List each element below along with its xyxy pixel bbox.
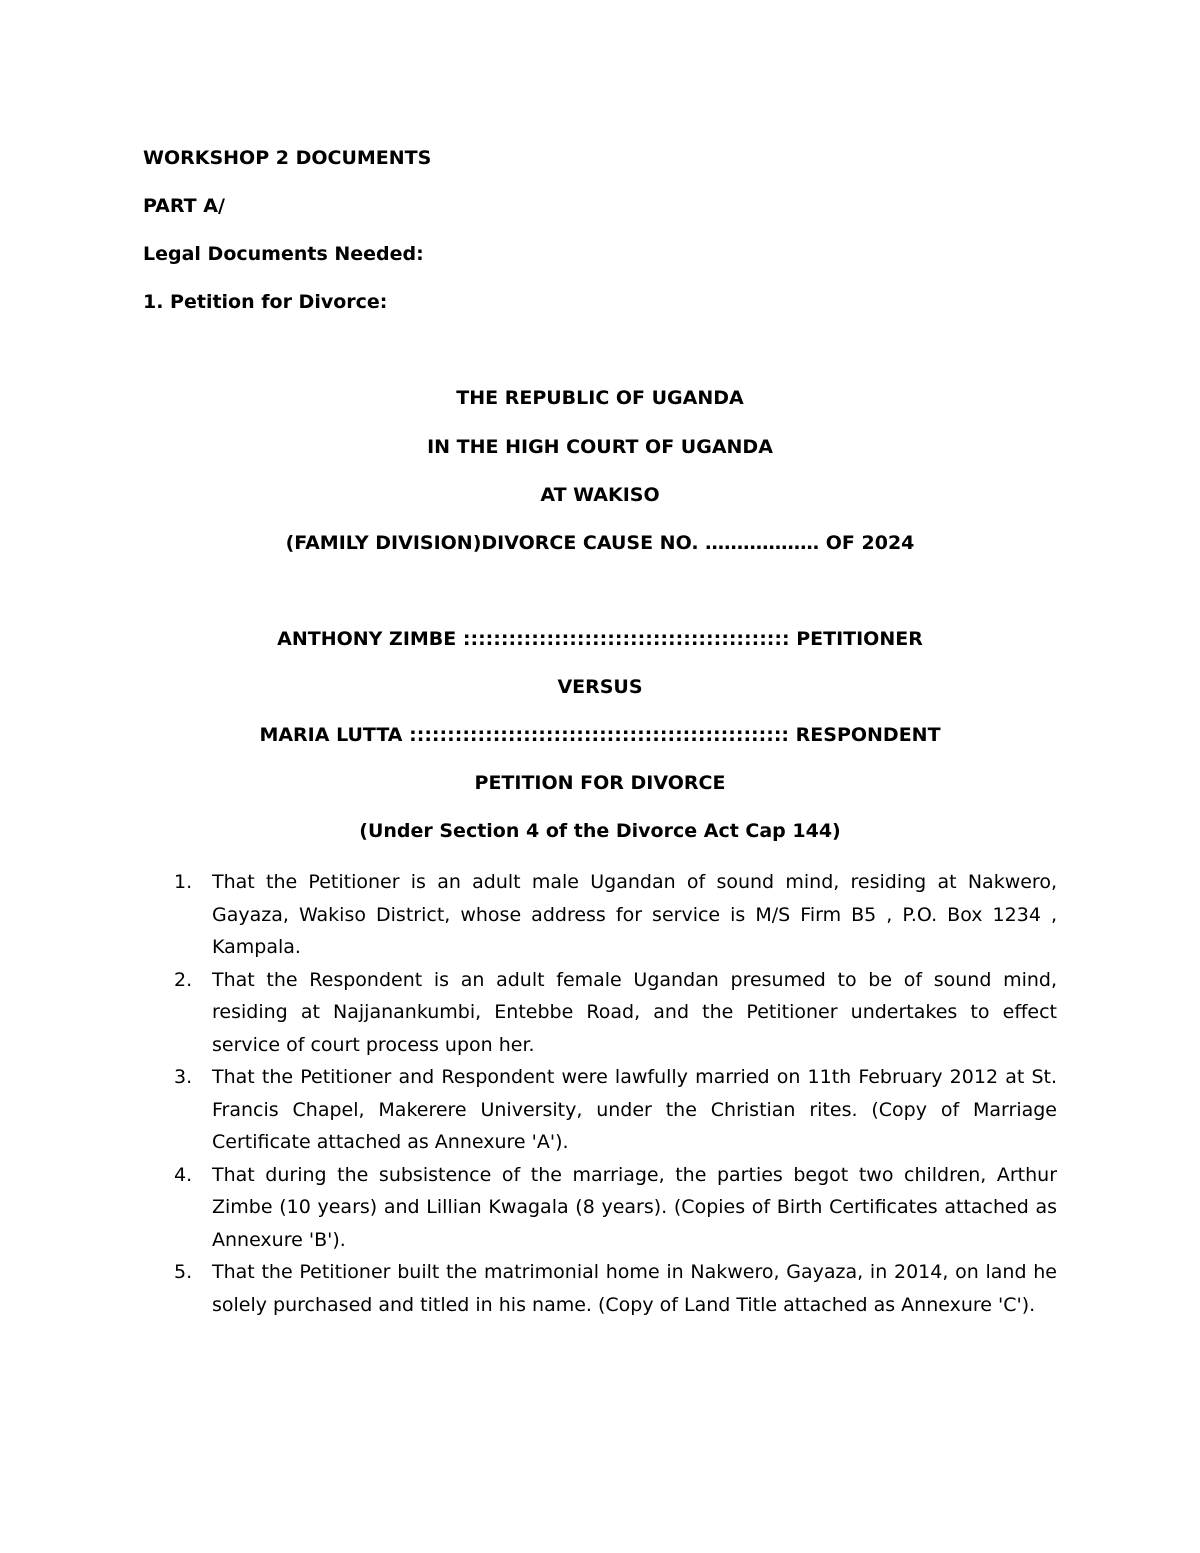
list-item-number: 3. xyxy=(174,1066,193,1088)
list-item xyxy=(0,866,1200,964)
list-item xyxy=(0,1256,1200,1321)
workshop-title: WORKSHOP 2 DOCUMENTS xyxy=(143,147,432,169)
list-item-text: That during the subsistence of the marriage, the parties begot two children, Arthur Zimbe (10 years) and Lillian Kwagala (8 years). (Copies of Birth Certificates attached as Annexure 'B'). xyxy=(212,1163,1057,1251)
petition-paragraph-list xyxy=(0,866,1200,1321)
court-name-heading: IN THE HIGH COURT OF UGANDA xyxy=(427,436,773,458)
petition-subtitle: (Under Section 4 of the Divorce Act Cap 144) xyxy=(359,820,841,842)
petition-title: PETITION FOR DIVORCE xyxy=(474,772,726,794)
list-item xyxy=(0,964,1200,1062)
legal-documents-heading: Legal Documents Needed: xyxy=(143,243,424,265)
list-item-text: That the Respondent is an adult female Ugandan presumed to be of sound mind, residing at Najjanankumbi, Entebbe Road, and the Petitioner undertakes to effect service of court process upon her. xyxy=(212,968,1057,1056)
part-label: PART A/ xyxy=(143,195,225,217)
petition-item-heading: 1. Petition for Divorce: xyxy=(143,291,388,313)
divorce-cause-line: (FAMILY DIVISION)DIVORCE CAUSE NO. ……………… OF 2024 xyxy=(285,532,915,554)
list-item-number: 1. xyxy=(174,871,193,893)
list-item-number: 2. xyxy=(174,968,193,991)
list-item xyxy=(0,1159,1200,1257)
republic-heading: THE REPUBLIC OF UGANDA xyxy=(456,387,744,409)
list-item-number: 5. xyxy=(174,1261,193,1283)
list-item xyxy=(0,1061,1200,1159)
versus-line: VERSUS xyxy=(557,676,643,698)
list-item-text: That the Petitioner and Respondent were lawfully married on 11th February 2012 at St. Francis Chapel, Makerere University, under the Christian rites. (Copy of Marriage Certificate attached as Annexure 'A'). xyxy=(212,1066,1057,1153)
court-location-heading: AT WAKISO xyxy=(540,484,660,506)
list-item-number: 4. xyxy=(174,1163,193,1186)
respondent-line: MARIA LUTTA :::::::::::::::::::::::::::::::::::::::::::::::::: RESPONDENT xyxy=(259,724,941,746)
list-item-text: That the Petitioner is an adult male Ugandan of sound mind, residing at Nakwero, Gayaza, Wakiso District, whose address for service is M/S Firm B5 , P.O. Box 1234 , Kampala. xyxy=(212,871,1057,958)
petitioner-line: ANTHONY ZIMBE ::::::::::::::::::::::::::::::::::::::::::: PETITIONER xyxy=(277,628,923,650)
list-item-text: That the Petitioner built the matrimonial home in Nakwero, Gayaza, in 2014, on land he solely purchased and titled in his name. (Copy of Land Title attached as Annexure 'C'). xyxy=(212,1261,1057,1316)
